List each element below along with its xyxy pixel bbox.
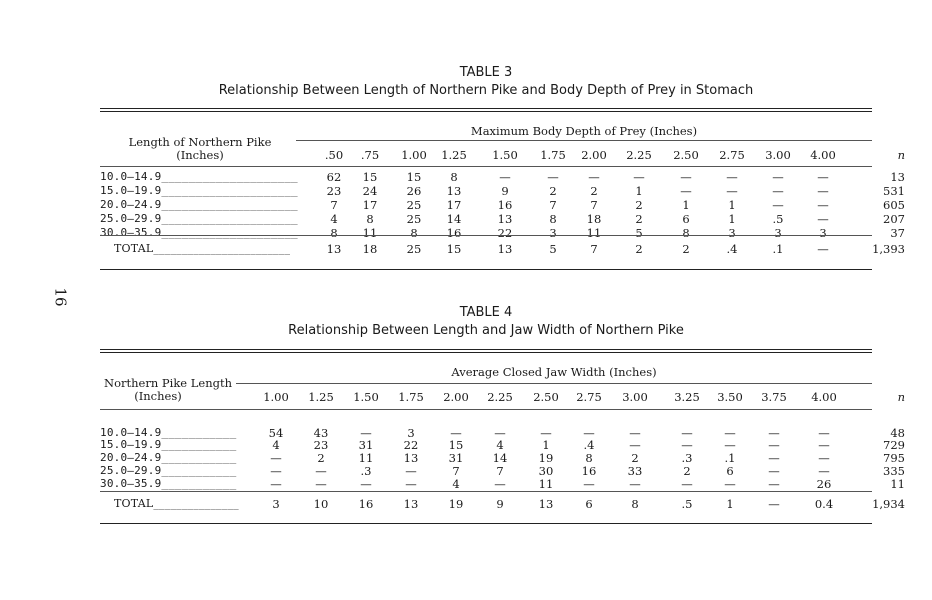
stub-header: Length of Northern Pike xyxy=(128,135,272,149)
table-cell: — xyxy=(724,426,736,440)
column-header: .75 xyxy=(360,148,380,162)
table-cell: 22 xyxy=(497,226,513,240)
row-label xyxy=(100,212,298,225)
n-cell: 605 xyxy=(883,198,905,212)
table-cell: — xyxy=(583,477,595,491)
row-label xyxy=(100,170,298,183)
table-cell: 15 xyxy=(362,170,378,184)
total-cell: 13 xyxy=(403,497,419,511)
table-cell: — xyxy=(724,477,736,491)
column-header: 2.00 xyxy=(581,148,607,162)
table-cell: 16 xyxy=(446,226,462,240)
total-cell: 18 xyxy=(362,242,378,256)
table-cell: 7 xyxy=(496,464,504,478)
table-cell: — xyxy=(315,477,327,491)
dot-leader: ___________ xyxy=(161,477,237,490)
table-cell: 25 xyxy=(406,198,422,212)
column-header: 4.00 xyxy=(811,390,837,404)
n-cell: 11 xyxy=(890,477,905,491)
table-cell: — xyxy=(726,184,738,198)
table-cell: 8 xyxy=(585,451,593,465)
table-bottom-rule xyxy=(100,523,872,524)
column-header: 2.50 xyxy=(533,390,559,404)
table-cell: 14 xyxy=(446,212,462,226)
table-3 xyxy=(100,62,905,272)
total-cell: .1 xyxy=(772,242,784,256)
column-header: 3.00 xyxy=(765,148,791,162)
table-cell: 2 xyxy=(635,198,643,212)
table-cell: 15 xyxy=(406,170,422,184)
row-label-text: 10.0–14.9 xyxy=(100,426,162,439)
row-label xyxy=(100,184,298,197)
column-header: 3.50 xyxy=(717,390,743,404)
n-cell: 795 xyxy=(883,451,905,465)
table-cell: — xyxy=(629,438,641,452)
table-cell: 16 xyxy=(581,464,597,478)
table-cell: 2 xyxy=(317,451,325,465)
table-cell: 31 xyxy=(448,451,464,465)
page-number: 16 xyxy=(51,287,70,307)
table-cell: 6 xyxy=(726,464,734,478)
table-cell: 3 xyxy=(728,226,736,240)
table-cell: 30 xyxy=(538,464,554,478)
total-cell: — xyxy=(817,242,829,256)
table-cell: — xyxy=(768,464,780,478)
table-cell: 3 xyxy=(549,226,557,240)
total-cell: 13 xyxy=(538,497,554,511)
table-cell: 3 xyxy=(819,226,827,240)
table-cell: 11 xyxy=(538,477,554,491)
total-rule xyxy=(100,491,872,492)
stub-header-unit: (Inches) xyxy=(176,148,224,162)
total-label xyxy=(114,497,239,510)
total-cell: 6 xyxy=(585,497,593,511)
total-cell: 10 xyxy=(313,497,329,511)
row-label xyxy=(100,451,236,464)
total-cell: 8 xyxy=(631,497,639,511)
dot-leader: ___________ xyxy=(161,451,237,464)
table-cell: 17 xyxy=(362,198,378,212)
table-cell: — xyxy=(768,451,780,465)
table-cell: 23 xyxy=(326,184,342,198)
table-cell: 2 xyxy=(683,464,691,478)
table-label: TABLE 3 xyxy=(459,65,513,80)
total-cell: 13 xyxy=(326,242,342,256)
table-cell: 2 xyxy=(549,184,557,198)
spanner-rule xyxy=(236,383,872,384)
table-cell: 8 xyxy=(549,212,557,226)
total-cell: 7 xyxy=(590,242,598,256)
table-cell: 43 xyxy=(313,426,329,440)
table-cell: — xyxy=(726,170,738,184)
table-cell: 19 xyxy=(538,451,554,465)
table-cell: — xyxy=(768,477,780,491)
total-cell: 15 xyxy=(446,242,462,256)
total-cell: — xyxy=(768,497,780,511)
table-cell: .3 xyxy=(681,451,693,465)
dot-leader: ____________________ xyxy=(161,184,298,197)
table-cell: — xyxy=(588,170,600,184)
column-header: 3.25 xyxy=(674,390,700,404)
column-header: 4.00 xyxy=(810,148,836,162)
n-cell: 207 xyxy=(883,212,905,226)
total-label xyxy=(114,242,290,255)
table-cell: — xyxy=(817,184,829,198)
table-cell: — xyxy=(818,426,830,440)
table-cell: — xyxy=(360,477,372,491)
dot-leader: _______________ xyxy=(153,497,239,510)
table-cell: — xyxy=(724,438,736,452)
table-cell: — xyxy=(680,170,692,184)
row-label-text: 30.0–35.9 xyxy=(100,477,162,490)
dot-leader: ___________ xyxy=(161,426,237,439)
table-cell: — xyxy=(817,198,829,212)
n-cell: 335 xyxy=(883,464,905,478)
column-header: 2.25 xyxy=(626,148,652,162)
table-cell: .1 xyxy=(724,451,736,465)
table-cell: 8 xyxy=(450,170,458,184)
row-label xyxy=(100,438,236,451)
spanner-header: Average Closed Jaw Width (Inches) xyxy=(451,365,657,379)
total-rule xyxy=(100,235,872,236)
n-cell: 729 xyxy=(883,438,905,452)
n-cell: 37 xyxy=(890,226,905,240)
total-cell: 5 xyxy=(549,242,557,256)
table-cell: 2 xyxy=(635,212,643,226)
row-label xyxy=(100,226,298,239)
table-cell: — xyxy=(629,426,641,440)
column-header: 1.75 xyxy=(398,390,424,404)
table-cell: 15 xyxy=(448,438,464,452)
table-cell: — xyxy=(540,426,552,440)
column-header: 1.50 xyxy=(492,148,518,162)
table-cell: 8 xyxy=(330,226,338,240)
total-cell: 2 xyxy=(635,242,643,256)
table-cell: — xyxy=(817,170,829,184)
row-label xyxy=(100,477,236,490)
table-cell: — xyxy=(494,426,506,440)
table-cell: 11 xyxy=(362,226,378,240)
table-cell: 2 xyxy=(631,451,639,465)
total-cell: 1 xyxy=(726,497,734,511)
table-cell: — xyxy=(405,477,417,491)
table-cell: 22 xyxy=(403,438,419,452)
table-cell: 26 xyxy=(816,477,832,491)
row-label-text: 25.0–29.9 xyxy=(100,212,162,225)
table-bottom-rule xyxy=(100,269,872,270)
table-title: Relationship Between Length of Northern Pike and Body Depth of Prey in Stomach xyxy=(218,83,754,98)
table-cell: — xyxy=(818,451,830,465)
total-n-cell: 1,934 xyxy=(872,497,905,511)
table-cell: 6 xyxy=(682,212,690,226)
spanner-rule xyxy=(296,140,872,141)
n-column-header: n xyxy=(897,148,905,162)
table-cell: 13 xyxy=(403,451,419,465)
row-label-text: 15.0–19.9 xyxy=(100,184,162,197)
row-label xyxy=(100,198,298,211)
table-cell: 54 xyxy=(268,426,284,440)
dot-leader: ________________________ xyxy=(153,242,291,255)
dot-leader: ____________________ xyxy=(161,212,298,225)
table-cell: 4 xyxy=(330,212,338,226)
table-cell: — xyxy=(270,464,282,478)
table-cell: 1 xyxy=(635,184,643,198)
n-column-header: n xyxy=(897,390,905,404)
stub-header: Northern Pike Length xyxy=(104,376,232,390)
table-cell: — xyxy=(681,426,693,440)
table-cell: 8 xyxy=(682,226,690,240)
table-cell: — xyxy=(547,170,559,184)
column-header: 2.75 xyxy=(576,390,602,404)
total-cell: 16 xyxy=(358,497,374,511)
total-n-cell: 1,393 xyxy=(872,242,905,256)
table-cell: — xyxy=(315,464,327,478)
column-header: 1.50 xyxy=(353,390,379,404)
row-label-text: 30.0–35.9 xyxy=(100,226,162,239)
table-cell: 13 xyxy=(446,184,462,198)
total-label-text: TOTAL xyxy=(114,242,154,255)
table-cell: 3 xyxy=(774,226,782,240)
table-cell: .4 xyxy=(583,438,595,452)
dot-leader: ___________ xyxy=(161,464,237,477)
table-cell: 24 xyxy=(362,184,378,198)
column-header: 2.25 xyxy=(487,390,513,404)
total-cell: 3 xyxy=(272,497,280,511)
table-cell: 1 xyxy=(728,198,736,212)
table-cell: 8 xyxy=(366,212,374,226)
table-cell: 13 xyxy=(497,212,513,226)
table-cell: — xyxy=(583,426,595,440)
total-cell: 25 xyxy=(406,242,422,256)
table-cell: — xyxy=(817,212,829,226)
table-cell: 11 xyxy=(358,451,374,465)
table-label: TABLE 4 xyxy=(459,305,513,320)
table-cell: 7 xyxy=(549,198,557,212)
table-cell: — xyxy=(629,477,641,491)
table-cell: — xyxy=(681,438,693,452)
table-4 xyxy=(100,305,905,530)
total-label-text: TOTAL xyxy=(114,497,154,510)
table-cell: 7 xyxy=(590,198,598,212)
stub-header-unit: (Inches) xyxy=(134,389,182,403)
table-cell: 1 xyxy=(542,438,550,452)
table-cell: — xyxy=(360,426,372,440)
table-cell: — xyxy=(681,477,693,491)
dot-leader: ____________________ xyxy=(161,198,298,211)
row-label-text: 15.0–19.9 xyxy=(100,438,162,451)
table-title: Relationship Between Length and Jaw Width of Northern Pike xyxy=(288,323,684,338)
column-header: 1.25 xyxy=(308,390,334,404)
total-cell: 0.4 xyxy=(814,497,834,511)
table-cell: 33 xyxy=(627,464,643,478)
dot-leader: ___________ xyxy=(161,438,237,451)
table-cell: — xyxy=(494,477,506,491)
table-cell: — xyxy=(818,464,830,478)
table-cell: — xyxy=(680,184,692,198)
table-cell: — xyxy=(450,426,462,440)
column-header: 2.50 xyxy=(673,148,699,162)
table-cell: 31 xyxy=(358,438,374,452)
header-rule xyxy=(100,409,872,410)
table-cell: 1 xyxy=(728,212,736,226)
table-cell: — xyxy=(499,170,511,184)
table-cell: — xyxy=(633,170,645,184)
row-label-text: 20.0–24.9 xyxy=(100,198,162,211)
table-cell: 7 xyxy=(452,464,460,478)
column-header: 1.00 xyxy=(263,390,289,404)
table-cell: — xyxy=(270,477,282,491)
row-label-text: 25.0–29.9 xyxy=(100,464,162,477)
table-cell: — xyxy=(768,438,780,452)
table-cell: — xyxy=(772,170,784,184)
table-cell: 4 xyxy=(496,438,504,452)
table-cell: 3 xyxy=(407,426,415,440)
table-cell: — xyxy=(270,451,282,465)
table-cell: 17 xyxy=(446,198,462,212)
table-cell: — xyxy=(768,426,780,440)
table-cell: — xyxy=(772,184,784,198)
table-cell: 4 xyxy=(272,438,280,452)
column-header: 1.00 xyxy=(401,148,427,162)
table-cell: 7 xyxy=(330,198,338,212)
table-cell: 4 xyxy=(452,477,460,491)
row-label-text: 20.0–24.9 xyxy=(100,451,162,464)
table-top-rule xyxy=(100,352,872,353)
column-header: .50 xyxy=(324,148,344,162)
column-header: 1.75 xyxy=(540,148,566,162)
table-cell: .3 xyxy=(360,464,372,478)
table-cell: 5 xyxy=(635,226,643,240)
n-cell: 48 xyxy=(890,426,905,440)
total-cell: 19 xyxy=(448,497,464,511)
table-top-rule xyxy=(100,349,872,350)
table-cell: — xyxy=(405,464,417,478)
total-cell: 2 xyxy=(682,242,690,256)
table-cell: 23 xyxy=(313,438,329,452)
table-cell: 26 xyxy=(406,184,422,198)
spanner-header: Maximum Body Depth of Prey (Inches) xyxy=(470,124,698,138)
table-cell: 14 xyxy=(492,451,508,465)
dot-leader: ____________________ xyxy=(161,170,298,183)
row-label xyxy=(100,464,236,477)
table-cell: 1 xyxy=(682,198,690,212)
column-header: 3.00 xyxy=(622,390,648,404)
column-header: 2.00 xyxy=(443,390,469,404)
table-cell: 62 xyxy=(326,170,342,184)
table-cell: 2 xyxy=(590,184,598,198)
total-cell: .4 xyxy=(726,242,738,256)
table-top-rule xyxy=(100,111,872,112)
table-top-rule xyxy=(100,108,872,109)
table-cell: — xyxy=(818,438,830,452)
table-cell: 16 xyxy=(497,198,513,212)
column-header: 3.75 xyxy=(761,390,787,404)
table-cell: 25 xyxy=(406,212,422,226)
table-cell: 18 xyxy=(586,212,602,226)
column-header: 2.75 xyxy=(719,148,745,162)
table-cell: .5 xyxy=(772,212,784,226)
total-cell: 13 xyxy=(497,242,513,256)
row-label-text: 10.0–14.9 xyxy=(100,170,162,183)
total-cell: 9 xyxy=(496,497,504,511)
n-cell: 13 xyxy=(890,170,905,184)
total-cell: .5 xyxy=(681,497,693,511)
table-cell: 11 xyxy=(586,226,602,240)
dot-leader: ____________________ xyxy=(161,226,298,239)
table-cell: 9 xyxy=(501,184,509,198)
table-cell: — xyxy=(772,198,784,212)
n-cell: 531 xyxy=(883,184,905,198)
column-header: 1.25 xyxy=(441,148,467,162)
table-cell: 8 xyxy=(410,226,418,240)
header-rule xyxy=(100,166,872,167)
